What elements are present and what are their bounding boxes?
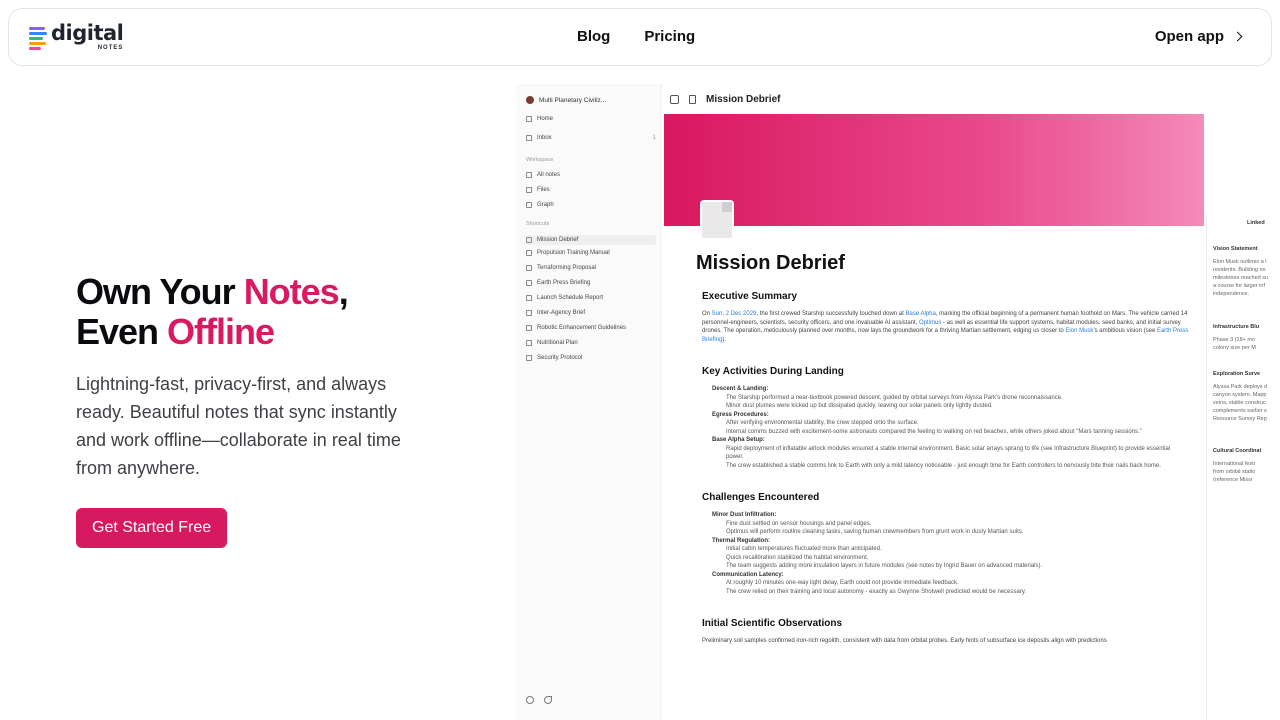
sidebar-item-label: Nutritional Plan	[537, 340, 578, 346]
linked-tab[interactable]: Linked	[1247, 220, 1265, 226]
page-icon	[526, 265, 532, 271]
hero-title	[76, 272, 476, 352]
linked-note-text: from orbital statio	[1213, 469, 1256, 475]
list-item: Minor Dust Infiltration:	[712, 512, 777, 518]
get-started-button[interactable]: Get Started Free	[76, 508, 227, 548]
sidebar-item-shortcut[interactable]	[526, 295, 656, 301]
logo[interactable]	[29, 23, 123, 51]
nav-link-blog[interactable]: Blog	[577, 28, 611, 45]
logo-bars-icon	[29, 25, 47, 49]
sidebar-item-all-notes[interactable]	[526, 172, 656, 178]
list-item: The crew relied on their training and local autonomy - exactly as Gwynne Shotwell predicted would be necessary.	[726, 588, 1027, 595]
notes-icon	[526, 172, 532, 178]
list-item: Minor dust plumes were kicked up but dissipated quickly, leaving our solar panels only lightly dusted.	[726, 403, 993, 409]
nav-links	[577, 28, 695, 45]
home-icon	[526, 116, 532, 122]
robot-icon	[526, 325, 532, 331]
logo-word: digital	[51, 21, 124, 45]
list-item: Fine dust settled on sensor housings and panel edges.	[726, 520, 872, 527]
sidebar-item-label: Terraforming Proposal	[537, 265, 597, 271]
page-icon	[526, 237, 532, 243]
challenges-list	[696, 511, 1196, 596]
sidebar-item-label: All notes	[537, 172, 561, 178]
sidebar-item-shortcut[interactable]	[526, 355, 656, 361]
sidebar-item-label: Earth Press Briefing	[537, 280, 591, 286]
sidebar-item-label: Robotic Enhancement Guidelines	[537, 325, 627, 331]
sidebar-item-label: Files	[537, 187, 550, 193]
sidebar-item-shortcut[interactable]	[526, 325, 656, 331]
linked-note-text: colony size per M	[1213, 345, 1256, 351]
linked-panel	[1206, 214, 1280, 720]
linked-note-text: a course for larger inf	[1213, 283, 1265, 289]
text-run: , the first crewed Starship successfully touched down at	[756, 311, 906, 317]
sidebar-item-shortcut[interactable]	[526, 265, 656, 271]
sidebar-item-label: Propulsion Training Manual	[537, 250, 610, 256]
linked-note-text: canyon system. Mapp	[1213, 392, 1267, 398]
app-preview	[516, 84, 1280, 720]
linked-note-text: Phase 3 (18+ mo	[1213, 337, 1256, 343]
list-item: Initial cabin temperatures fluctuated more than anticipated.	[726, 546, 882, 552]
hero	[76, 272, 476, 548]
document-body	[696, 252, 1196, 646]
hero-title-part: Even	[76, 311, 168, 352]
linked-note-text: Elon Musk outlines a l	[1213, 259, 1267, 265]
date-link[interactable]: Sun, 2 Dec 2029	[711, 311, 757, 317]
linked-note-text: Alyssa Park deploys d	[1213, 384, 1268, 390]
document-title: Mission Debrief	[696, 252, 845, 274]
linked-note-text: veins, stable construc	[1213, 400, 1266, 406]
rocket-icon	[526, 295, 532, 301]
list-item: The Starship performed a near-textbook powered descent, guided by orbital surveys from Alyssa Park's drone reconnaissance.	[726, 394, 1063, 401]
sidebar-item-label: Graph	[537, 202, 554, 208]
help-icon[interactable]	[526, 696, 534, 704]
linked-note-text: complements earlier s	[1213, 408, 1267, 414]
graph-icon	[526, 202, 532, 208]
list-item: At roughly 10 minutes one-way light delay, Earth could not provide immediate feedback.	[726, 580, 959, 586]
sidebar-item-shortcut[interactable]	[526, 310, 656, 316]
executive-summary	[702, 310, 1192, 344]
section-heading: Challenges Encountered	[702, 492, 820, 503]
linked-note-title[interactable]: Infrastructure Blu	[1213, 324, 1260, 330]
sidebar-item-label: Inbox	[537, 135, 552, 141]
linked-note-title[interactable]: Exploration Surve	[1213, 371, 1261, 377]
page-icon	[526, 310, 532, 316]
linked-note-text: Resource Survey Rep	[1213, 416, 1267, 422]
nav-link-pricing[interactable]: Pricing	[644, 28, 696, 45]
inbox-icon	[526, 135, 532, 141]
list-item: The team suggests adding more insulation layers in future modules (see notes by Ingrid Bauer on advanced materials).	[726, 563, 1043, 569]
page-icon	[526, 250, 532, 256]
sidebar-item-shortcut[interactable]	[526, 280, 656, 286]
document-icon	[702, 202, 732, 238]
hero-title-comma: ,	[338, 271, 348, 312]
linked-note-text: International festi	[1213, 461, 1255, 467]
sidebar-item-graph[interactable]	[526, 202, 656, 208]
sidebar-item-inbox[interactable]	[526, 135, 656, 141]
hero-title-accent-notes: Notes	[243, 271, 339, 312]
list-item: Internal comms buzzed with excitement-some astronauts compared the feeling to walking on red beaches, while others joked about "Mars tanning sessions."	[726, 428, 1142, 435]
sidebar-item-label: Inter-Agency Brief	[537, 310, 586, 316]
chevron-right-icon	[1233, 32, 1243, 42]
linked-note-text: (reference Missi	[1213, 477, 1253, 483]
sidebar	[516, 84, 662, 720]
list-item: Egress Procedures:	[712, 411, 769, 418]
list-item: Descent & Landing:	[712, 386, 769, 392]
page-icon	[526, 280, 532, 286]
page-topbar	[670, 94, 780, 105]
key-activities-list	[696, 385, 1196, 470]
list-item: Quick recalibration stabilized the habitat environment.	[726, 554, 869, 561]
lock-icon	[526, 355, 532, 361]
sidebar-item-shortcut[interactable]	[526, 235, 656, 245]
base-link[interactable]: Base Alpha	[905, 311, 936, 317]
workspace-heading: Workspace	[526, 157, 554, 163]
page-breadcrumb-title: Mission Debrief	[706, 94, 781, 105]
section-heading: Executive Summary	[702, 291, 798, 302]
linked-note-title[interactable]: Cultural Coordinat	[1213, 448, 1262, 454]
open-app-label: Open app	[1154, 28, 1224, 45]
sidebar-item-label: Security Protocol	[537, 355, 583, 361]
list-item: Communication Latency:	[712, 571, 784, 578]
page-icon	[689, 95, 696, 104]
observations-paragraph: Preliminary soil samples confirmed iron-rich regolith, consistent with data from orbital probes. Early hints of subsurface ice deposits align with predictions	[702, 638, 1107, 644]
linked-note-text: independence.	[1213, 291, 1250, 297]
section-heading: Key Activities During Landing	[702, 366, 844, 377]
sidebar-item-home[interactable]	[526, 116, 656, 122]
sidebar-item-label: Home	[537, 116, 554, 122]
text-run: On	[702, 311, 712, 317]
sidebar-item-files[interactable]	[526, 187, 656, 193]
text-run: 's ambitious vision (see	[1093, 328, 1157, 334]
hero-title-part: Own Your	[76, 271, 244, 312]
linked-note-title[interactable]: Vision Statement	[1213, 246, 1258, 252]
sidebar-toggle-icon[interactable]	[670, 95, 679, 104]
ai-link[interactable]: Optimus	[919, 319, 942, 326]
page-cover	[664, 114, 1204, 226]
brief-link[interactable]: Earth Press Briefing	[702, 328, 1189, 343]
linked-note-text: residents. Building on	[1213, 267, 1266, 273]
person-link[interactable]: Elon Musk	[1065, 328, 1094, 334]
hero-title-accent-offline: Offline	[167, 311, 275, 352]
text-run: ).	[722, 336, 727, 343]
inbox-count-badge: 1	[652, 135, 656, 141]
top-nav	[8, 8, 1272, 66]
sidebar-item-shortcut[interactable]	[526, 250, 656, 256]
open-app-button[interactable]	[1155, 28, 1241, 45]
hero-description: Lightning-fast, privacy-first, and always ready. Beautiful notes that sync instantly and work offline—collaborate in real time from anywhere.	[76, 374, 401, 478]
workspace-switcher[interactable]	[526, 96, 606, 104]
sidebar-item-label: Launch Schedule Report	[537, 295, 604, 301]
list-item: Base Alpha Setup:	[712, 437, 765, 443]
moon-icon[interactable]	[544, 696, 552, 704]
text-run: , marking the official beginning of a permanent human foothold on Mars. The vehicle carried 14 personnel-engineers, scientists, security officers, and one invaluable AI assistant,	[702, 311, 1188, 326]
files-icon	[526, 187, 532, 193]
logo-subtitle: NOTES	[97, 45, 124, 51]
list-item: Thermal Regulation:	[712, 537, 771, 544]
workspace-avatar	[526, 96, 534, 104]
workspace-name: Multi Planetary Civiliz...	[539, 96, 607, 104]
section-heading: Initial Scientific Observations	[702, 618, 843, 629]
shortcuts-heading: Shortcuts	[526, 221, 550, 227]
sidebar-item-label: Mission Debrief	[537, 237, 579, 243]
food-icon	[526, 340, 532, 346]
list-item: Rapid deployment of inflatable airlock modules ensured a stable internal environment. Basic solar arrays sprang to life (see Infrastructure Blueprint) to provide essential power.	[726, 445, 1171, 460]
sidebar-item-shortcut[interactable]	[526, 340, 656, 346]
list-item: After verifying environmental stability, the crew stepped onto the surface.	[726, 420, 919, 426]
text-run: - as well as essential life support systems, habitat modules, seed banks, and initial survey drones. The operation, meticulously planned over months, now lays the groundwork for a thriving Martian settlement, edging us closer to	[702, 319, 1181, 334]
list-item: The crew established a stable comms link to Earth with only a mild latency noticeable - just enough time for Earth controllers to nervously bite their nails back home.	[726, 462, 1161, 469]
list-item: Optimus will perform routine cleaning tasks, saving human crewmembers from grunt work in dusty Martian suits.	[726, 529, 1024, 535]
linked-note-text: milestones reached su	[1213, 275, 1269, 281]
